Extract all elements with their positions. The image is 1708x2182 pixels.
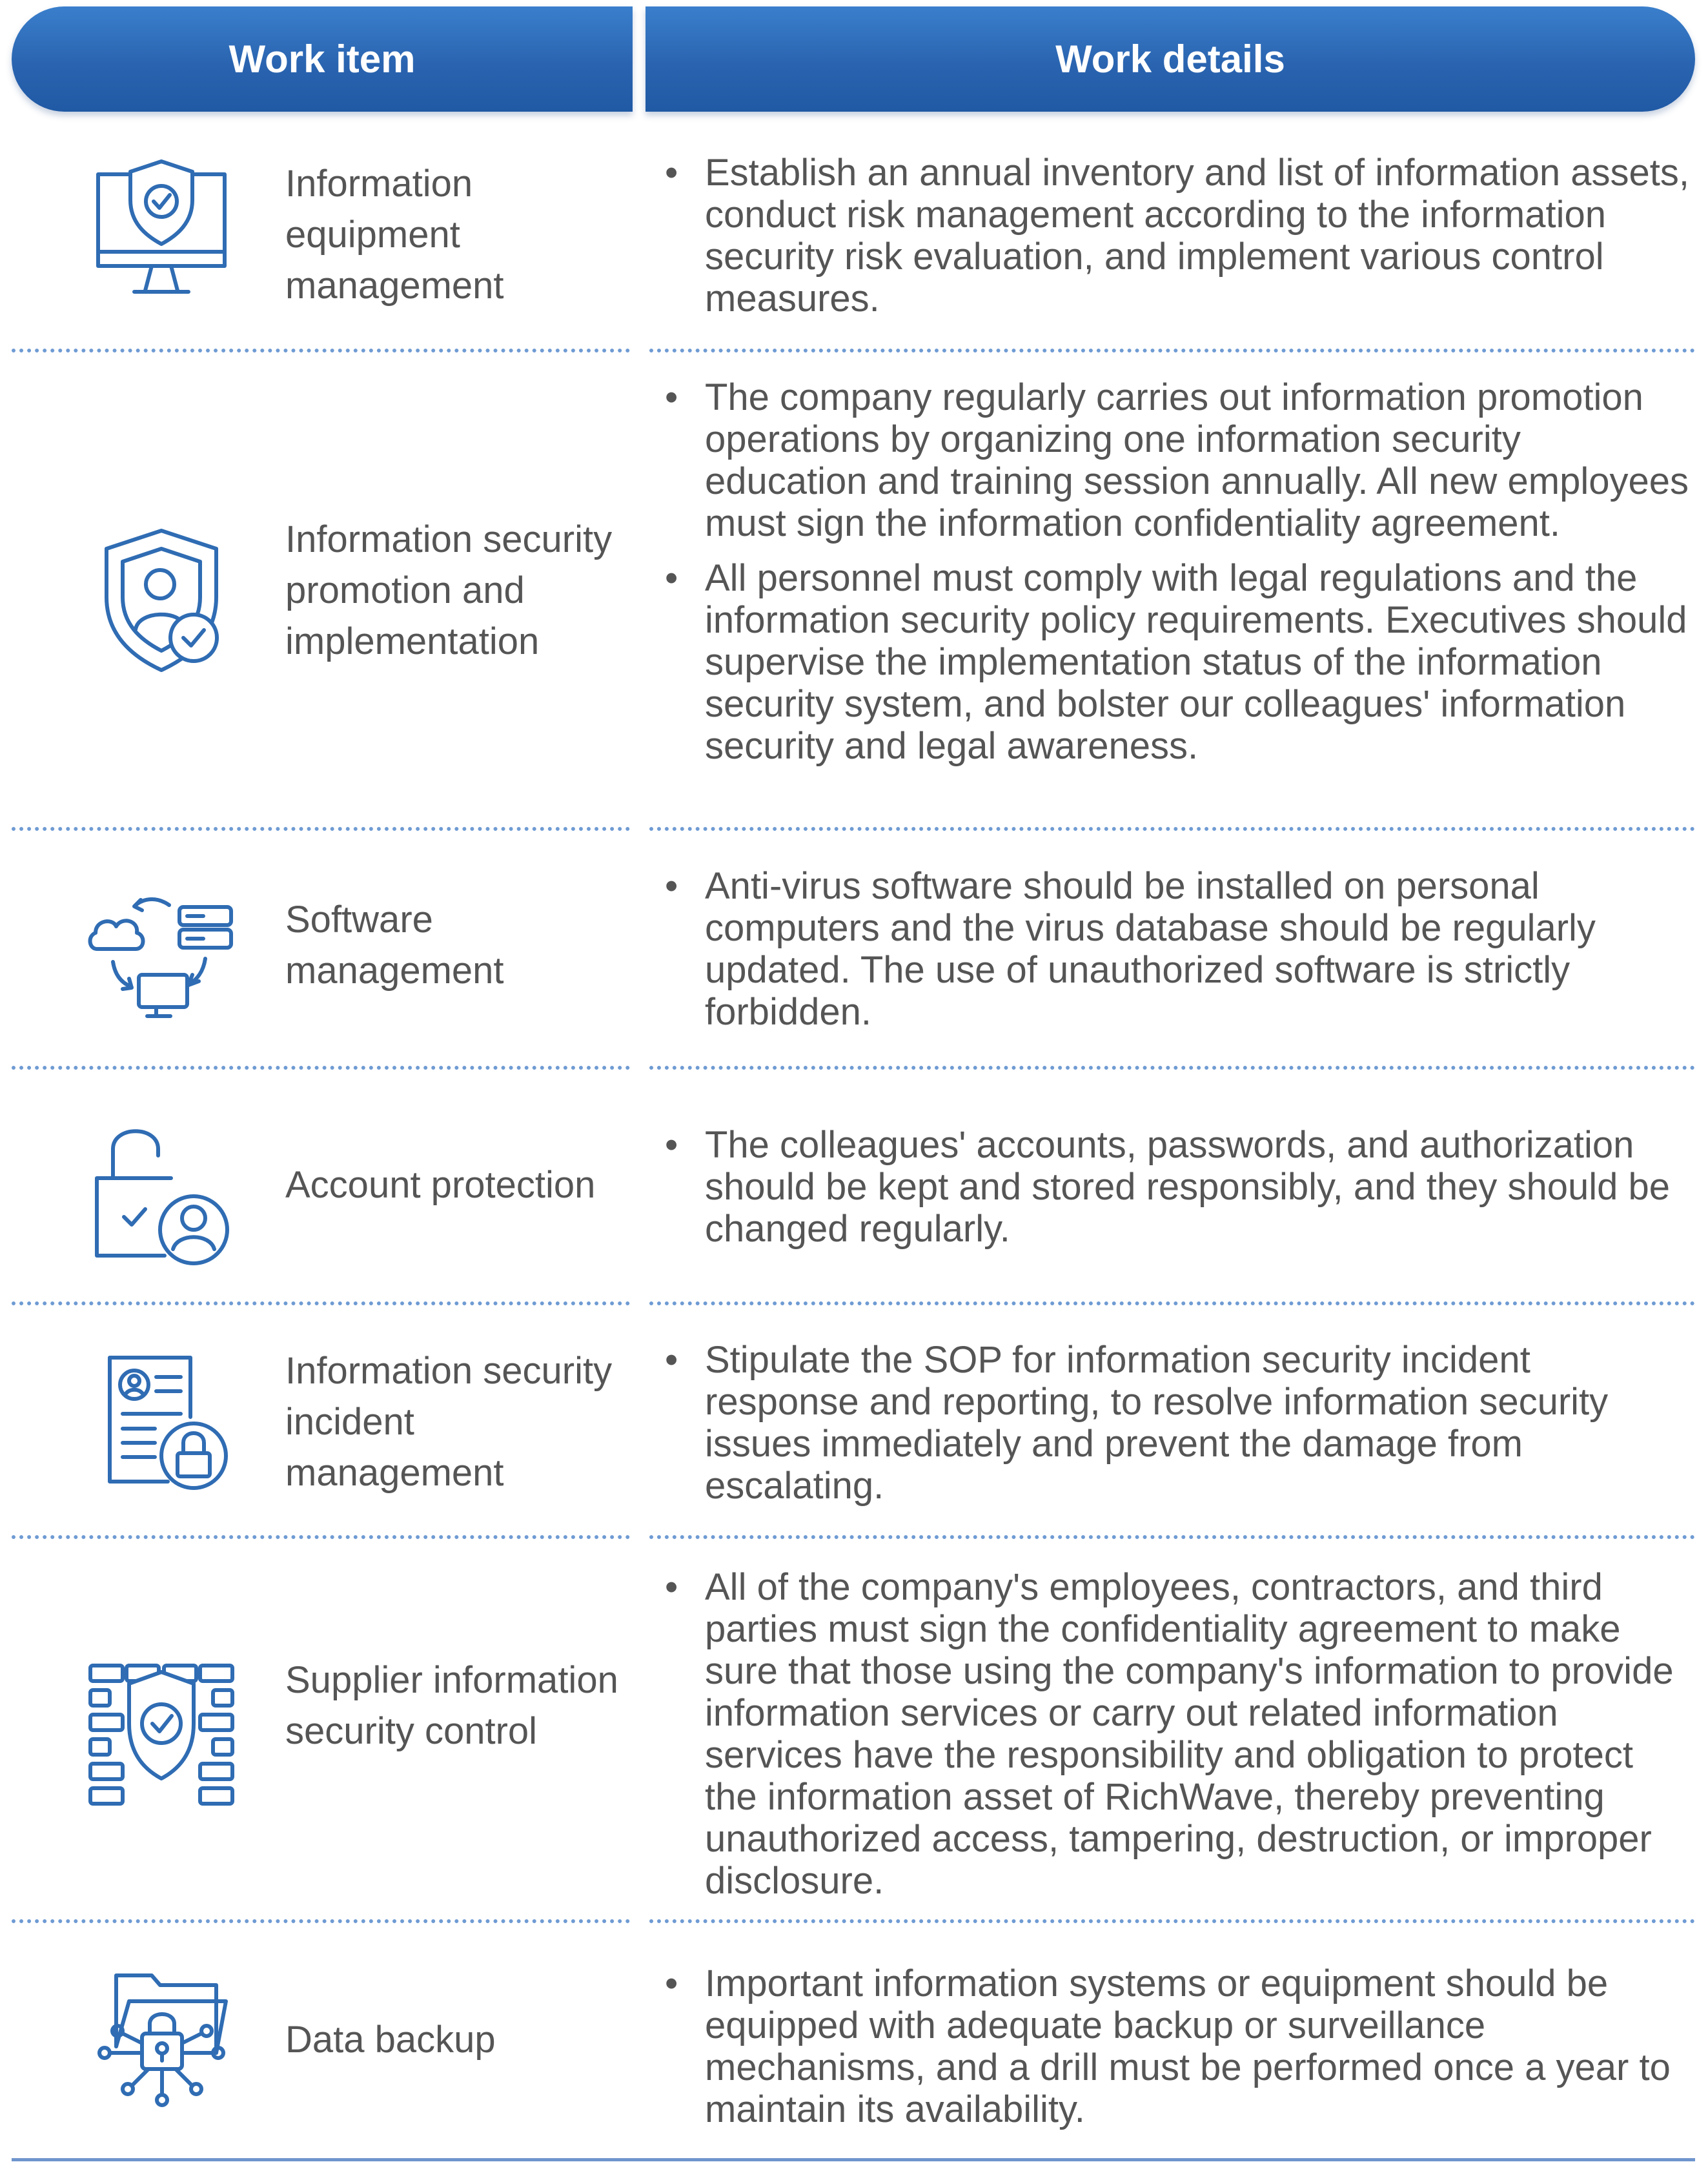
row-divider xyxy=(649,827,1695,831)
work-details-list xyxy=(660,1339,1693,1520)
row-divider xyxy=(12,1066,630,1070)
work-details-list xyxy=(660,376,1693,780)
work-item-label: Supplier information security control xyxy=(285,1659,618,1752)
row-divider xyxy=(12,349,630,352)
table-bottom-border xyxy=(12,2158,1695,2161)
detail-bullet: • The colleagues' accounts, passwords, and authorization should be kept and stored responsibly, and they should be changed regularly. xyxy=(660,1124,1693,1250)
row-divider xyxy=(649,1066,1695,1070)
work-item-label: Software management xyxy=(285,899,504,992)
work-details-list xyxy=(660,1566,1693,1915)
folder-lock-network-icon xyxy=(84,1963,239,2117)
cloud-server-sync-icon xyxy=(84,872,239,1026)
row-divider xyxy=(12,827,630,831)
work-item-label: Information equipment management xyxy=(285,163,504,307)
header-work-item: Work item xyxy=(12,6,633,112)
detail-bullet: • All personnel must comply with legal regulations and the information security policy requirements. Executives should supervise the implementation status of the information security system, and bolster our colleagues' information security and legal awareness. xyxy=(660,557,1693,767)
row-divider xyxy=(12,1301,630,1305)
monitor-shield-icon xyxy=(84,148,239,303)
row-divider xyxy=(12,1535,630,1539)
row-divider xyxy=(649,1301,1695,1305)
detail-bullet: • Establish an annual inventory and list of information assets, conduct risk management according to the information security risk evaluation, and implement various control measures. xyxy=(660,152,1693,320)
row-divider xyxy=(12,1919,630,1923)
work-details-list xyxy=(660,1124,1693,1263)
work-details-list xyxy=(660,152,1693,332)
shield-user-check-icon xyxy=(84,523,239,678)
detail-bullet: • Stipulate the SOP for information security incident response and reporting, to resolve information security issues immediately and prevent the damage from escalating. xyxy=(660,1339,1693,1507)
row-divider xyxy=(649,349,1695,352)
padlock-user-icon xyxy=(84,1114,239,1269)
work-item-label: Account protection xyxy=(285,1164,596,1206)
work-item-label: Information security promotion and implementation xyxy=(285,518,613,662)
document-lock-icon xyxy=(84,1340,239,1494)
row-divider xyxy=(649,1919,1695,1923)
work-details-list xyxy=(660,1963,1693,2143)
row-divider xyxy=(649,1535,1695,1539)
work-item-label: Data backup xyxy=(285,2019,496,2061)
work-item-label: Information security incident management xyxy=(285,1350,613,1494)
firewall-shield-icon xyxy=(84,1653,239,1808)
detail-bullet: • Anti-virus software should be installed on personal computers and the virus database should be regularly updated. The use of unauthorized software is strictly forbidden. xyxy=(660,865,1693,1033)
detail-bullet: • All of the company's employees, contractors, and third parties must sign the confidentiality agreement to make sure that those using the company's information to provide information services or carry out related information services have the responsibility and obligation to protect the information asset of RichWave, thereby preventing unauthorized access, tampering, destruction, or improper disclosure. xyxy=(660,1566,1693,1902)
detail-bullet: • The company regularly carries out information promotion operations by organizing one information security education and training session annually. All new employees must sign the information confidentiality agreement. xyxy=(660,376,1693,544)
header-work-details: Work details xyxy=(646,6,1695,112)
detail-bullet: • Important information systems or equipment should be equipped with adequate backup or surveillance mechanisms, and a drill must be performed once a year to maintain its availability. xyxy=(660,1963,1693,2130)
work-details-list xyxy=(660,865,1693,1046)
